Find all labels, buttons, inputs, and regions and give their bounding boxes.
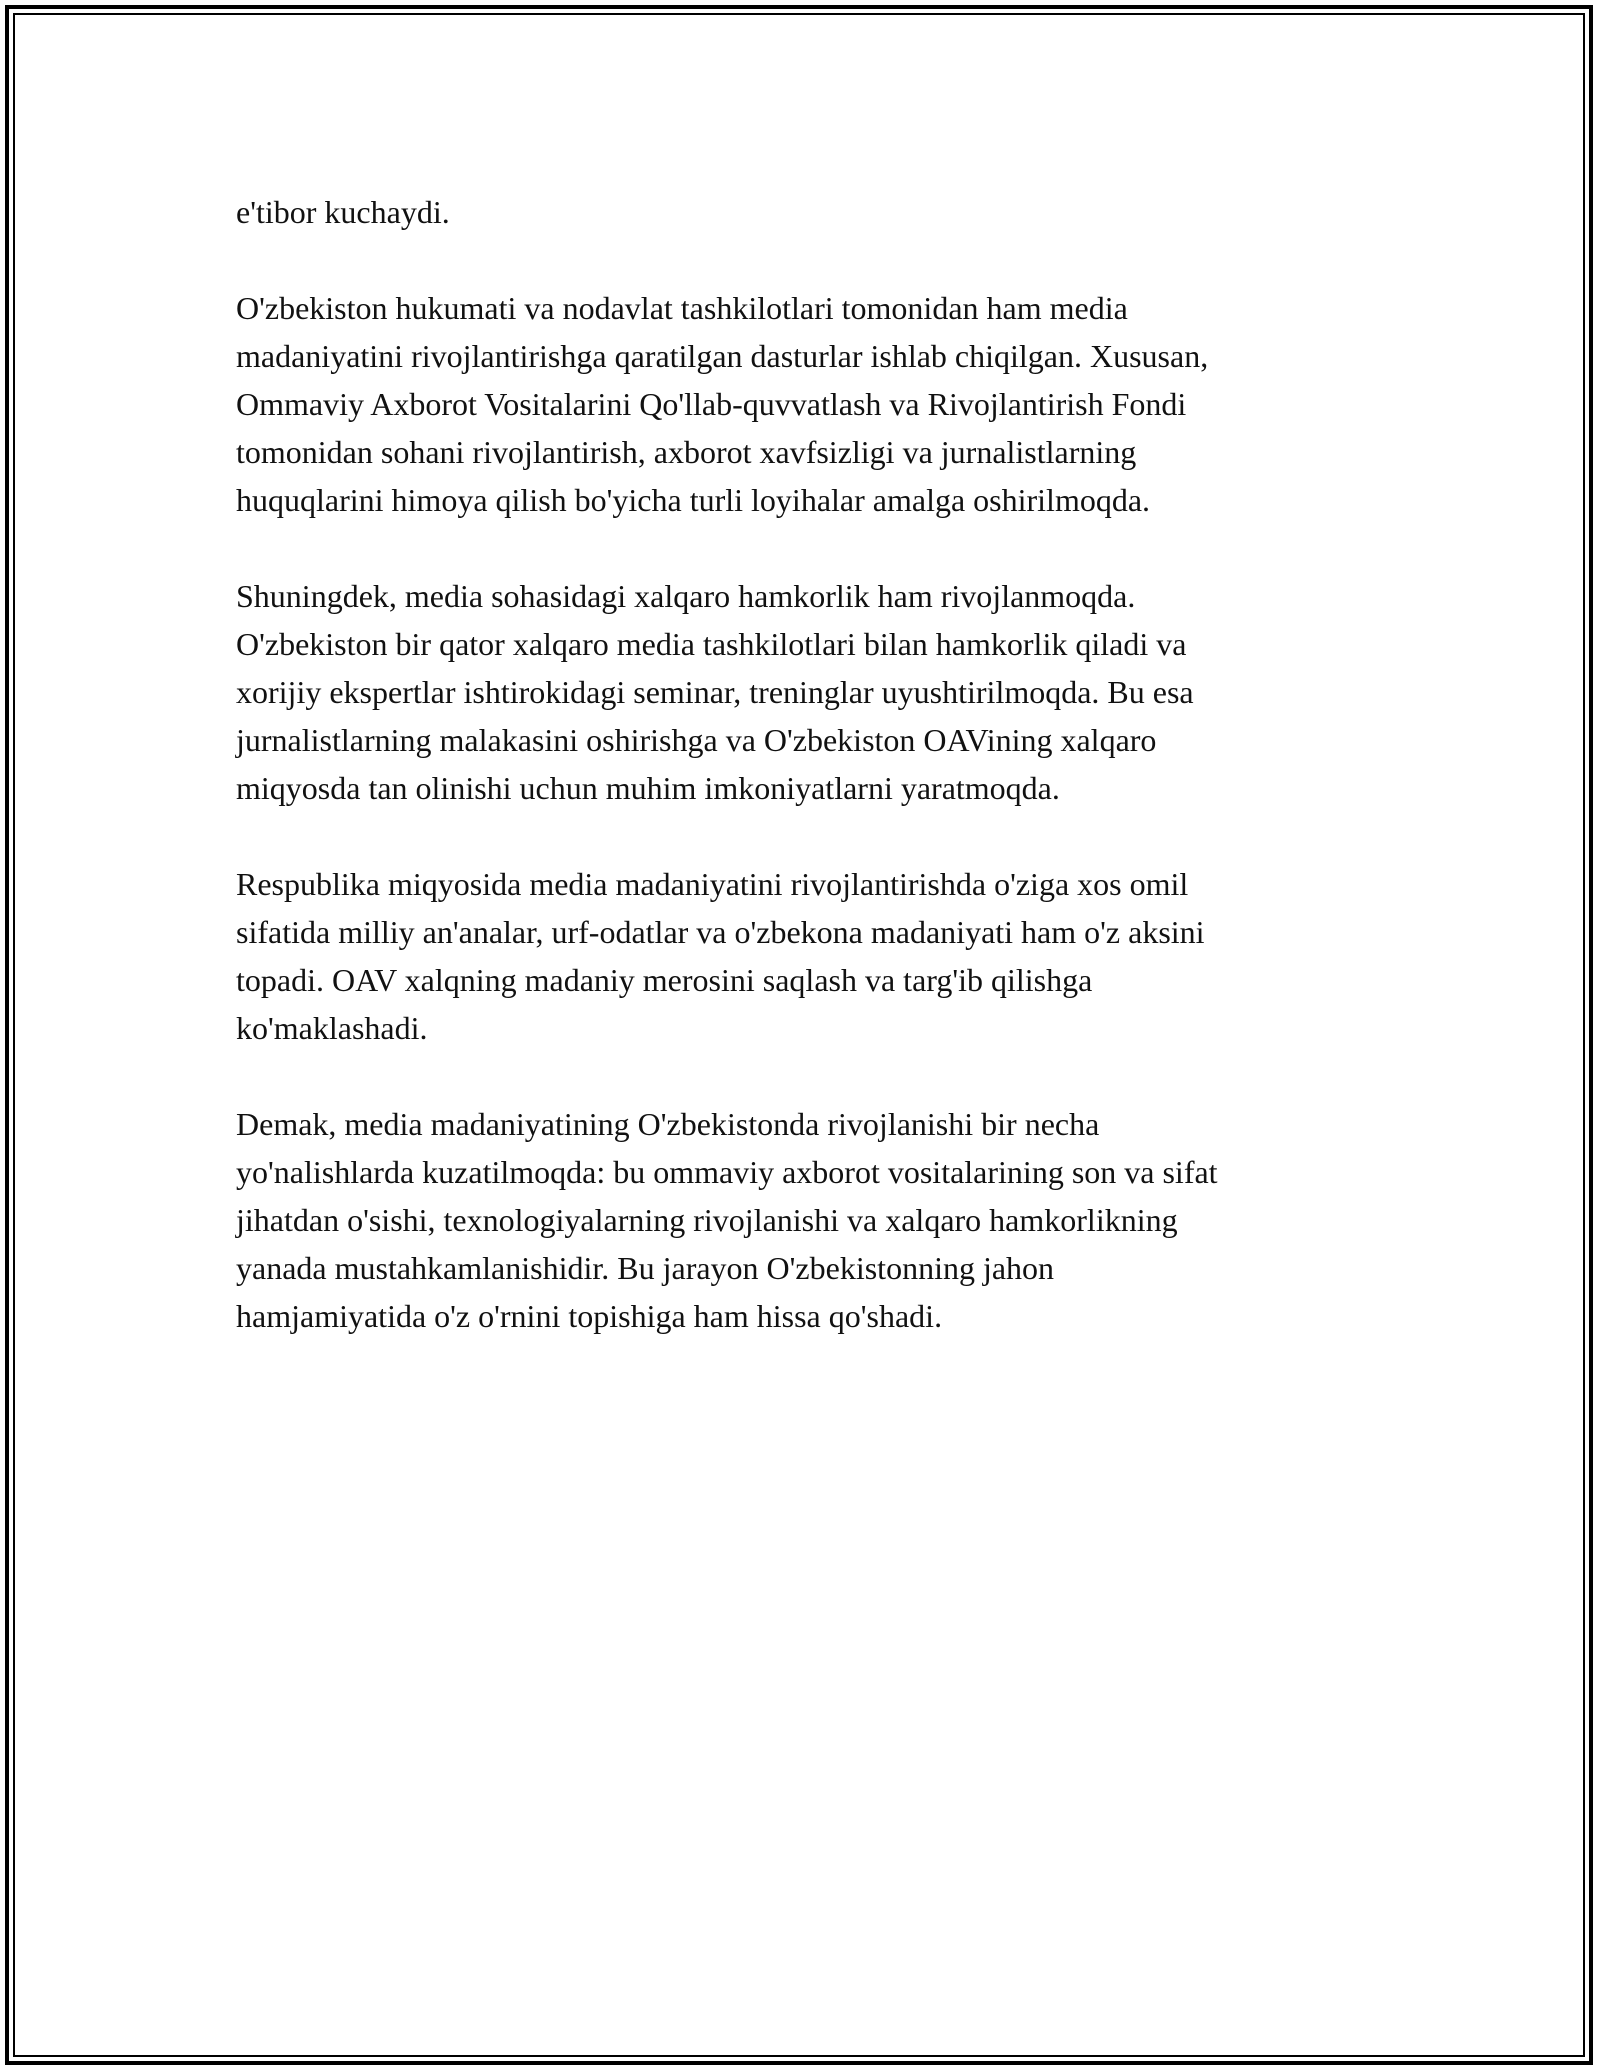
paragraph-4: Respublika miqyosida media madaniyatini rivojlantirishda o'ziga xos omil sifatida milliy an'analar, urf-odatlar va o'zbekona madaniyati ham o'z aksini topadi. OAV xalqning madaniy merosini saqlash va targ'ib qilishga ko'maklashadi. [236, 866, 1205, 1046]
paragraph-3: Shuningdek, media sohasidagi xalqaro hamkorlik ham rivojlanmoqda. O'zbekiston bir qator xalqaro media tashkilotlari bilan hamkorlik qiladi va xorijiy ekspertlar ishtirokidagi seminar, treninglar uyushtirilmoqda. Bu esa jurnalistlarning malakasini oshirishga va O'zbekiston OAVining xalqaro miqyosda tan olinishi uchun muhim imkoniyatlarni yaratmoqda. [236, 578, 1194, 806]
document-body [236, 188, 1386, 1388]
paragraph-2: O'zbekiston hukumati va nodavlat tashkilotlari tomonidan ham media madaniyatini rivojlantirishga qaratilgan dasturlar ishlab chiqilgan. Xususan, Ommaviy Axborot Vositalarini Qo'llab-quvvatlash va Rivojlantirish Fondi tomonidan sohani rivojlantirish, axborot xavfsizligi va jurnalistlarning huquqlarini himoya qilish bo'yicha turli loyihalar amalga oshirilmoqda. [236, 290, 1209, 518]
paragraph-1: e'tibor kuchaydi. [236, 194, 450, 230]
paragraph-5: Demak, media madaniyatining O'zbekistonda rivojlanishi bir necha yo'nalishlarda kuzatilmoqda: bu ommaviy axborot vositalarining son va sifat jihatdan o'sishi, texnologiyalarning rivojlanishi va xalqaro hamkorlikning yanada mustahkamlanishidir. Bu jarayon O'zbekistonning jahon hamjamiyatida o'z o'rnini topishiga ham hissa qo'shadi. [236, 1106, 1218, 1334]
